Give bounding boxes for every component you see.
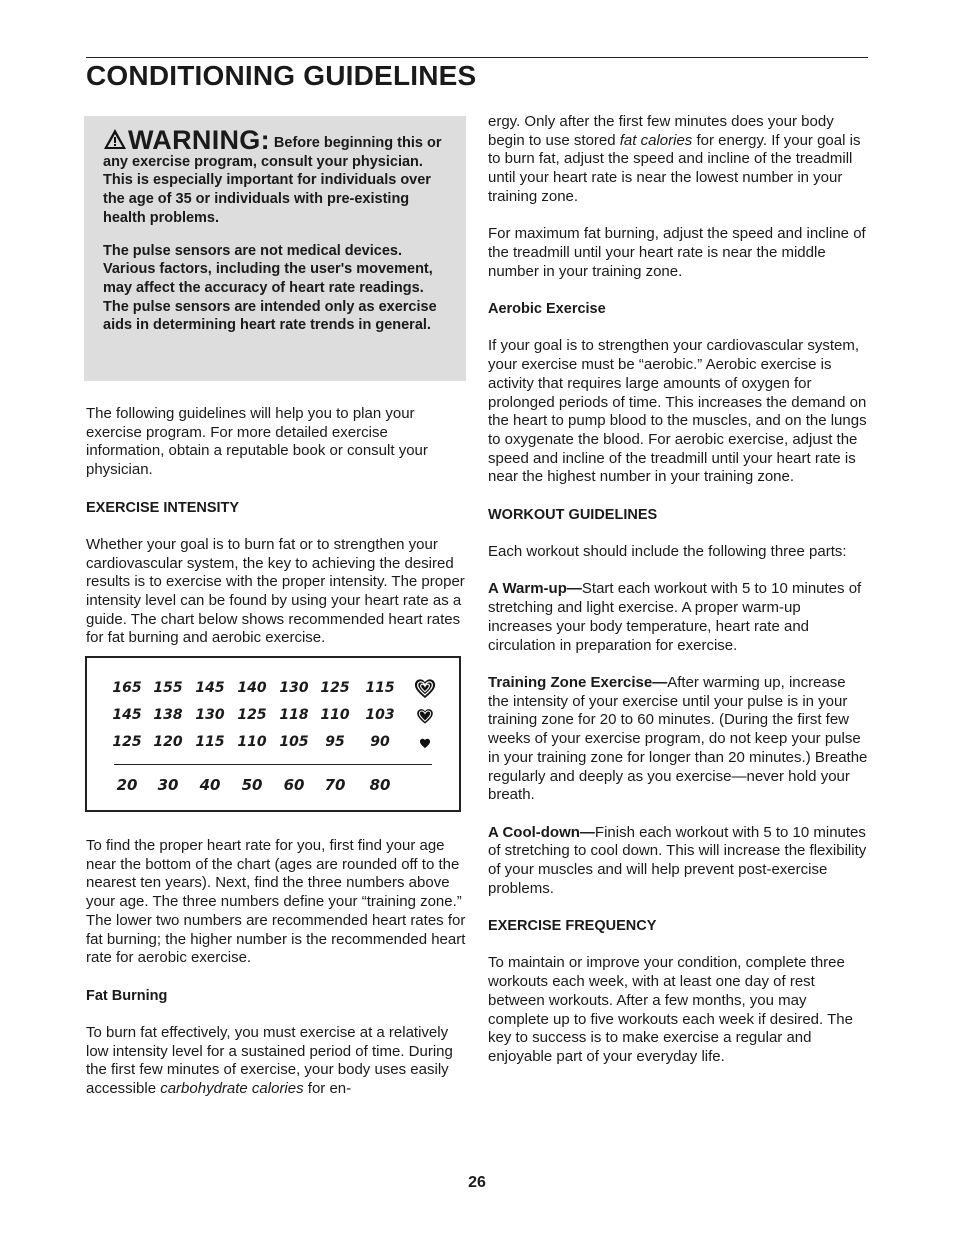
workout-intro-paragraph: Each workout should include the following three parts: [488,543,847,561]
heart-rate-value: 115 [195,734,225,750]
age-label: 80 [369,776,391,794]
heart-rate-value: 125 [320,680,350,696]
heart-rate-value: 125 [112,734,142,750]
heart-rate-value: 90 [370,734,390,750]
heart-medium-icon [417,708,434,725]
heart-rate-value: 95 [325,734,345,750]
warm-up-text: Start each workout with 5 to 10 minutes of stretching and light exercise. A proper warm-up increases your body temperature, heart rate and circulation in preparation for exercise. [488,580,862,654]
warning-text-2: The pulse sensors are not medical devices. Various factors, including the user's movement, may affect the accuracy of heart rate readings. The pulse sensors are intended only as exercise aids in determining heart rate trends in general. [103,242,437,334]
right-column [488,113,868,1085]
warning-label: WARNING: [128,125,270,155]
page-title: CONDITIONING GUIDELINES [86,60,477,91]
exercise-intensity-paragraph: Whether your goal is to burn fat or to strengthen your cardiovascular system, the key to achieving the desired results is to exercise with the proper intensity. The proper intensity level can be found by using your heart rate as a guide. The chart below shows recommended heart rates for fat burning and aerobic exercise. [86,535,465,647]
heart-rate-value: 110 [237,734,267,750]
heart-rate-value: 130 [279,680,309,696]
training-zone-label: Training Zone Exercise— [488,673,668,691]
left-column [86,405,466,667]
warning-triangle-icon [103,128,127,150]
find-heart-rate-paragraph: To find the proper heart rate for you, first find your age near the bottom of the chart (ages are rounded off to the nearest ten years). Next, find the three numbers above your age. The three numbers define your “training zone.” The lower two numbers are recommended heart rates for fat burning; the higher number is the recommended heart rate for aerobic exercise. [86,837,466,967]
heart-rate-value: 138 [153,707,183,723]
age-label: 20 [116,776,138,794]
exercise-intensity-heading: EXERCISE INTENSITY [86,499,240,516]
heart-rate-value: 105 [279,734,309,750]
fat-burning-paragraph [86,1024,466,1099]
age-label: 40 [199,776,221,794]
heart-rate-value: 118 [279,707,309,723]
exercise-frequency-paragraph: To maintain or improve your condition, complete three workouts each week, with at least one day of rest between workouts. After a few months, you may complete up to five workouts each week if desired. The key to success is to make exercise a regular and enjoyable part of your everyday life. [488,954,853,1065]
heart-rate-value: 165 [112,680,142,696]
heart-rate-value: 130 [195,707,225,723]
training-zone-paragraph [488,674,868,805]
cool-down-paragraph [488,824,868,899]
aerobic-exercise-paragraph: If your goal is to strengthen your cardiovascular system, your exercise must be “aerobic.” Aerobic exercise is activity that requires large amounts of oxygen for prolonged periods of time. This increases the demand on the heart to pump blood to the muscles, and on the lungs to oxygenate the blood. For aerobic exercise, adjust the speed and incline of the treadmill until your heart rate is near the highest number in your training zone. [488,337,867,486]
age-label: 30 [157,776,179,794]
cool-down-text: Finish each workout with 5 to 10 minutes of stretching to cool down. This will increase the flexibility of your muscles and will help prevent post-exercise problems. [488,823,867,897]
fat-burning-text-b: for en- [303,1080,352,1098]
fat-calories-term: fat calories [619,131,693,149]
heart-rate-value: 145 [112,707,142,723]
workout-guidelines-heading: WORKOUT GUIDELINES [488,506,658,523]
warm-up-label: A Warm-up— [488,580,582,598]
training-zone-text: After warming up, increase the intensity of your exercise until your pulse is in your training zone for 20 to 60 minutes. (During the first few weeks of your exercise program, do not keep your pulse in your training zone for longer than 20 minutes.) Breathe regularly and deeply as you exercise—never hold your breath. [488,673,868,804]
heart-small-icon [420,738,431,749]
cool-down-label: A Cool-down— [488,823,595,841]
warning-box [84,116,466,381]
heart-large-icon [414,678,436,700]
age-label: 50 [241,776,263,794]
age-label: 70 [324,776,346,794]
aerobic-exercise-heading: Aerobic Exercise [488,301,606,317]
fat-burning-text-a: To burn fat effectively, you must exercise at a relatively low intensity level for a sustained period of time. During the first few minutes of exercise, your body uses easily accessible [86,1024,453,1098]
warm-up-paragraph [488,580,868,655]
left-column-lower [86,837,466,1118]
carbohydrate-calories-term: carbohydrate calories [160,1080,304,1098]
heart-rate-value: 155 [153,680,183,696]
continued-text-a: ergy. Only after the first few minutes does your body begin to use stored [488,113,834,149]
heart-rate-value: 145 [195,680,225,696]
heart-rate-chart [85,656,461,812]
heart-rate-value: 120 [153,734,183,750]
heart-rate-value: 140 [237,680,267,696]
heart-rate-value: 103 [365,707,395,723]
warning-paragraph-1 [103,125,449,228]
exercise-frequency-heading: EXERCISE FREQUENCY [488,918,657,935]
chart-divider [114,764,432,765]
heart-rate-value: 110 [320,707,350,723]
continued-text-b: for energy. If your goal is to burn fat, adjust the speed and incline of the treadmill until your heart rate is near the lowest number in your training zone. [488,131,861,205]
age-label: 60 [283,776,305,794]
heart-rate-value: 115 [365,680,395,696]
fat-burning-continued [488,113,868,207]
intro-paragraph: The following guidelines will help you to plan your exercise program. For more detailed exercise information, obtain a reputable book or consult your physician. [86,405,428,479]
top-rule [86,57,868,58]
page-number: 26 [468,1174,486,1191]
warning-text-1: Before beginning this or any exercise program, consult your physician. This is especially important for individuals over the age of 35 or individuals with pre-existing health problems. [103,135,442,226]
fat-burning-heading: Fat Burning [86,987,168,1004]
heart-rate-value: 125 [237,707,267,723]
max-fat-burning-paragraph: For maximum fat burning, adjust the speed and incline of the treadmill until your heart rate is near the middle number in your training zone. [488,225,866,280]
